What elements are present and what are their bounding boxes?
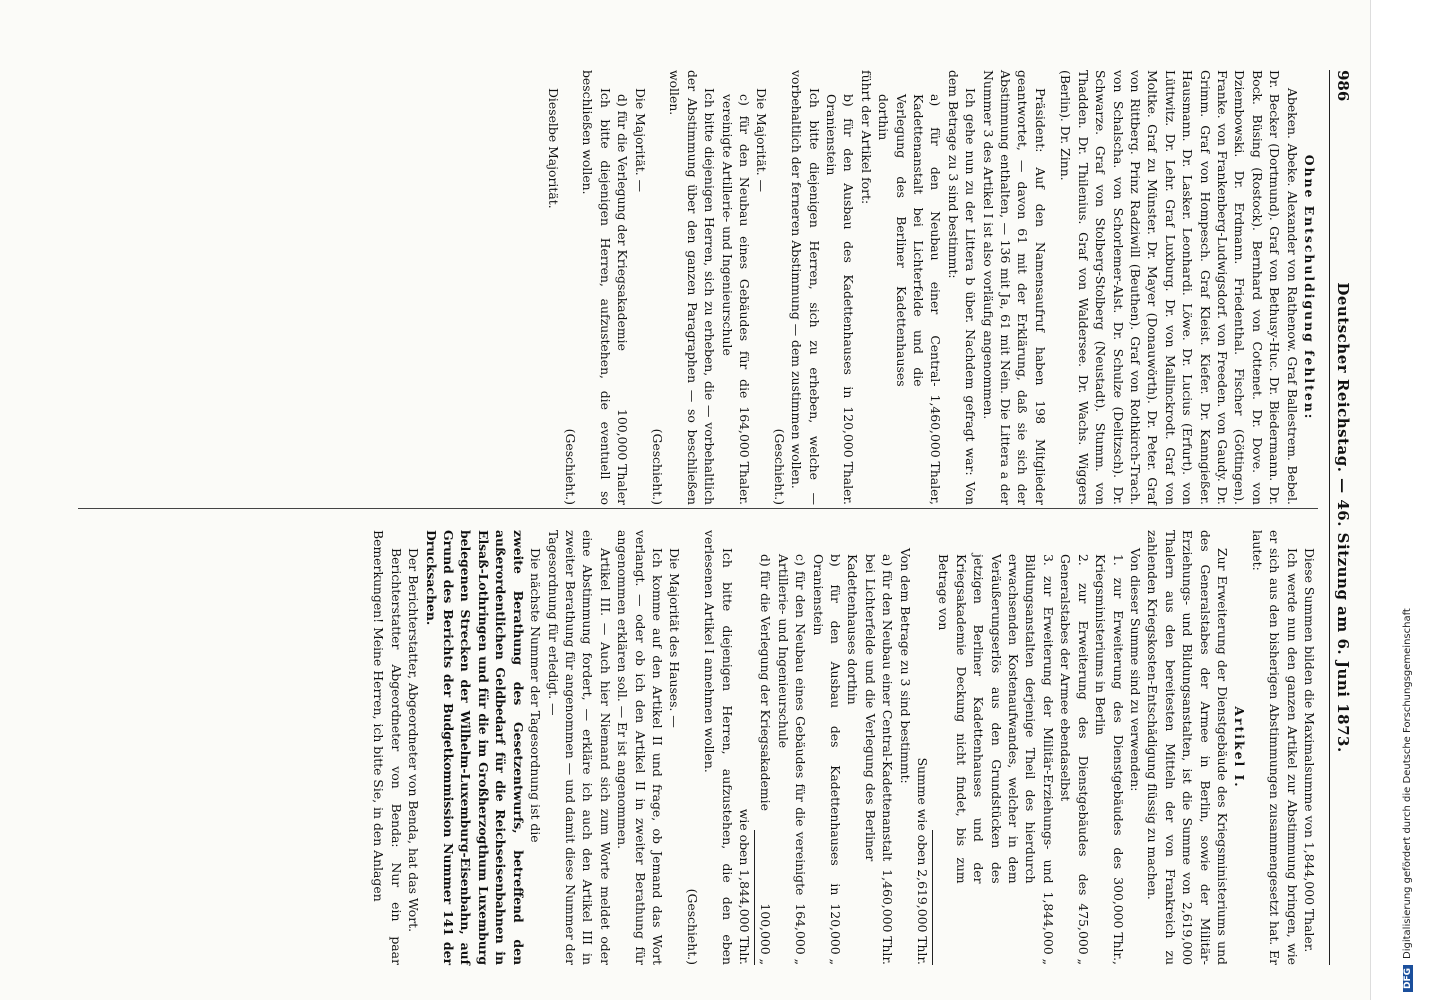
final-vote-request: Ich bitte diejenigen Herren, aufzustehen, die den eben verlesenen Artikel I annehmen wollen. <box>702 530 735 965</box>
digitization-note: Digitalisierung gefördert durch die Deutsche Forschungsgemeinschaft <box>1402 608 1413 959</box>
subtotal: wie oben 1,844,000 Thlr. <box>737 808 752 965</box>
berichterstatter-intro: Der Berichterstatter, Abgeordneter von Benda, hat das Wort. <box>406 548 422 933</box>
request-rise-1: Ich bitte diejenigen Herren, sich zu erheben, welche — vorbehaltlich der ferneren Abstimmung — dem zustimmen wollen. <box>789 70 822 505</box>
result-1: (Geschieht.) <box>771 428 787 505</box>
next-agenda-item: zweite Berathung des Gesetzentwurfs, betreffend den außerordentlichen Geldbedarf für die Reichseisenbahnen in Elsaß-Lothringen und für die im Großherzogthum Luxemburg belegenen Strecken der Wilhelm-Luxemburg-Eisenbahn, auf Grund des Berichts der Budgetkommission Nummer 141 der Drucksachen. <box>423 530 526 965</box>
dfg-logo: DFG <box>1403 965 1413 992</box>
right-item-1-label: 1. zur Erweiterung des Dienstgebäudes des Kriegsministeriums in Berlin <box>1093 554 1126 870</box>
right-item-2-label: 2. zur Erweiterung des Dienstgebäudes des Generalstabes der Armee ebendaselbst <box>1058 554 1091 896</box>
left-item-d-label: d) für die Verlegung der Kriegsakademie <box>615 94 631 351</box>
right-item-a-value: 1,460,000 Thlr. <box>880 869 896 965</box>
president-vote-result: Präsident: Auf den Namensaufruf haben 198 Mitglieder geantwortet, — davon 61 mit der Erklärung, daß sie sich der Abstimmung enthalten, — 136 mit Ja, 61 mit Nein. Die Littera a der Nummer 3 des Artikel I ist also vorläufig angenommen. <box>980 70 1048 505</box>
article-i-heading: Artikel I. <box>1232 706 1248 789</box>
request-rise-2: Ich bitte diejenigen Herren, sich zu erheben, die — vorbehaltlich der Abstimmung über den ganzen Paragraphen — so beschließen wollen. <box>667 70 718 505</box>
benda-speech: Berichterstatter Abgeordneter von Benda: Nur ein paar Bemerkungen! Meine Herren, ich bitte Sie, in den Anlagen <box>371 530 404 965</box>
right-item-3 <box>935 530 1057 965</box>
left-item-a <box>875 70 945 505</box>
digitization-strip <box>1370 0 1432 1000</box>
article-reading-intro: Ich werde nun den ganzen Artikel zur Abstimmung bringen, wie er sich aus den bisherigen Abstimmungen zusammengesetzt hat. Er lautet: <box>1249 530 1300 965</box>
right-item-c-label: c) für den Neubau eines Gebäudes für die vereinigte Artillerie- und Ingenieurschule <box>775 554 809 896</box>
majority-3: Dieselbe Majorität. <box>545 88 561 209</box>
final-majority: Die Majorität des Hauses. — <box>667 548 683 728</box>
left-item-a-label: a) für den Neubau einer Central-Kadettenanstalt bei Lichterfelde und die Verlegung des Berliner Kadettenhauses dorthin <box>876 94 944 387</box>
right-item-b-value: 120,000 „ <box>828 903 844 965</box>
result-3: (Geschieht.) <box>562 428 578 505</box>
right-column <box>370 530 1318 965</box>
left-item-b-value: 120,000 Thaler. <box>841 406 857 505</box>
right-item-b-label: b) für den Ausbau des Kadettenhauses in Oranienstein <box>810 554 844 896</box>
right-item-1-value: 300,000 Thlr., <box>1110 877 1126 965</box>
continue-intro: Ich gehe nun zu der Littera b über. Nachdem gefragt war: Von dem Betrage zu 3 sind bestimmt: <box>945 70 979 505</box>
right-item-a-label: a) für den Neubau einer Central-Kadettenanstalt bei Lichterfelde und die Verlegung des Berliner Kadettenhauses dorthin <box>845 554 896 862</box>
von-dem-betrage: Von dem Betrage zu 3 sind bestimmt: <box>897 548 913 784</box>
right-item-c-value: 164,000 „ <box>793 903 809 965</box>
maximal-sum-intro: Diese Summen bilden die Maximalsumme von 1,844,000 Thaler. <box>1302 548 1317 953</box>
column-divider <box>78 508 1318 509</box>
article-iii: Artikel III. — Auch hier Niemand sich zum Worte meldet oder eine Abstimmung fordert, — erkläre ich auch den Artikel III in zweiter Berathung für angenommen — und damit diese Nummer der Tagesordnung für erledigt. — <box>545 530 613 965</box>
request-rise-3: Ich bitte diejenigen Herren, aufzustehen, die eventuell so beschließen wollen. <box>580 70 613 505</box>
subtotal-rule <box>754 830 755 965</box>
majority-2: Die Majorität. — <box>632 88 648 193</box>
continue-b: führt der Artikel fort: <box>858 70 874 205</box>
final-vote-result: (Geschieht.) <box>684 888 700 965</box>
right-item-3-value: 1,844,000 „ <box>1040 891 1056 965</box>
left-item-d-value: 100,000 Thaler <box>615 408 631 505</box>
right-item-d-value: 100,000 „ <box>758 903 774 965</box>
left-item-c-label: c) für den Neubau eines Gebäudes für die vereinigte Artillerie- und Ingenieurschule <box>719 94 752 399</box>
left-item-b <box>823 70 858 505</box>
result-2: (Geschieht.) <box>649 428 665 505</box>
right-item-1 <box>1092 530 1127 965</box>
left-item-d <box>614 70 631 505</box>
sum-total: Summe wie oben 2,619,000 Thlr. <box>915 757 931 965</box>
verwenden-intro: Von dieser Summe sind zu verwenden: <box>1127 548 1143 792</box>
right-item-b <box>809 530 844 965</box>
left-item-c <box>718 70 753 505</box>
nays-heading: Ohne Entschuldigung fehlten: <box>1302 154 1317 421</box>
sum-rule <box>932 830 933 965</box>
left-item-b-label: b) für den Ausbau des Kadettenhauses in Oranienstein <box>824 94 857 399</box>
right-item-c <box>774 530 809 965</box>
page-header <box>1329 70 1354 965</box>
left-column <box>544 70 1318 505</box>
right-item-2 <box>1057 530 1092 965</box>
article-ii: Ich komme auf den Artikel II und frage, ob Jemand das Wort verlangt. — oder ob ich den Artikel II in zweiter Berathung für angenommen erklären soll. — Er ist angenommen. <box>615 530 665 965</box>
page-number: 986 <box>1334 70 1352 102</box>
right-item-a <box>844 530 896 965</box>
article-i-text: Zur Erweiterung der Dienstgebäude des Kriegsministeriums und des Generalstabes der Armee in Berlin, sowie der Militär-Erziehungs- und Bildungsanstalten, ist die Summe von 2,619,000 Thalern aus den bereitesten Mitteln der von Frankreich zu zahlenden Kriegskosten-Entschädigung flüssig zu machen. <box>1145 530 1230 965</box>
page-title: Deutscher Reichstag. — 46. Sitzung am 6. Juni 1873. <box>1334 282 1352 753</box>
right-item-d-label: d) für die Verlegung der Kriegsakademie <box>758 554 774 811</box>
left-item-a-value: 1,460,000 Thaler, <box>928 394 944 505</box>
nays-list: Abeken. Abeke. Alexander von Rathenow. Graf Ballestrem. Bebel. Dr. Becker (Dortmund). Graf von Bethusy-Huc. Dr. Biedermann. Dr. Bock. Büsing (Rostock). Bernhard von Cottenet. Dr. Dove. von Dziembowski. Dr. Erdmann. Friedenthal. Fischer (Göttingen). Franke. von Frankenberg-Ludwigsdorf. von Freeden. von Gaudy. Dr. Grimm. Graf von Hompesch. Graf Kleist. Kiefer. Dr. Kanngießer. Hausmann. Dr. Lasker. Leonhardi. Löwe. Dr. Lucius (Erfurt). von Lüttwitz. Dr. Lehr. Graf Luxburg. Dr. von Mallinckrodt. Graf von Moltke. Graf zu Münster. Dr. Mayer (Donauwörth). Dr. Peter. Graf von Rittberg. Prinz Radziwill (Beuthen). Graf von Rothkirch-Trach. von Schalscha. von Schorlemer-Alst. Dr. Schulze (Delitzsch). Dr. Schwarze. Graf von Stolberg-Stolberg (Neustadt). Stumm. von Thadden. Dr. Thilenius. Graf von Waldersee. Dr. Wachs. Wiggers (Berlin). Dr. Zinn. <box>1058 70 1300 505</box>
right-item-2-value: 475,000 „ <box>1075 903 1091 965</box>
right-item-3-label: 3. zur Erweiterung der Militär-Erziehungs- und Bildungsanstalten derjenige Theil des hierdurch erwachsenden Kostenaufwandes, welcher in dem Veräußerungserlös aus den Grundstücken des jetzigen Berliner Kadettenhauses und der Kriegsakademie Deckung nicht findet, bis zum Betrage von <box>936 554 1056 884</box>
digitization-credit <box>1402 0 1413 992</box>
right-item-d <box>757 530 774 965</box>
majority-1: Die Majorität. — <box>754 88 770 193</box>
left-item-c-value: 164,000 Thaler. <box>737 406 752 505</box>
next-item-intro: Die nächste Nummer der Tagesordnung ist die <box>528 548 544 843</box>
